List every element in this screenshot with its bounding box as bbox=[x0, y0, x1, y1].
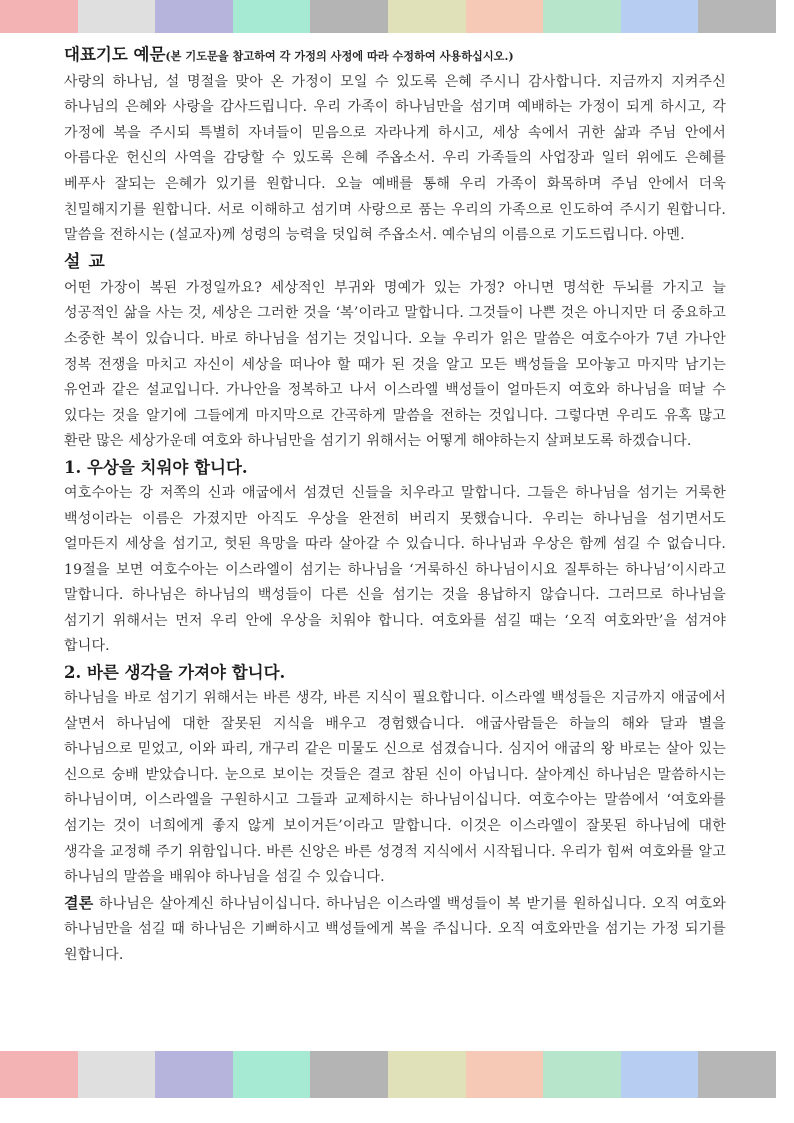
sermon-heading: 설 교 bbox=[64, 251, 106, 272]
band-segment bbox=[233, 1051, 311, 1098]
band-segment bbox=[698, 0, 776, 33]
band-segment bbox=[0, 1051, 78, 1098]
point-1-body: 여호수아는 강 저쪽의 신과 애굽에서 섬겼던 신들을 치우라고 말합니다. 그들은 하나님을 섬기는 거룩한 백성이라는 이름은 가졌지만 아직도 우상을 완전히 버리지 못했습니다. 우리는 하나님을 섬기면서도 얼마든지 세상을 섬기고, 헛된 욕망을 따라 살아갈 수 있습니다. 하나님과 우상은 함께 섬길 수 없습니다. 19절을 보면 여호수아는 이스라엘이 섬기는 하나님을 ‘거룩하신 하나님이시요 질투하는 하나님’이시라고 말합니다. 하나님은 하나님의 백성들이 다른 신을 섬기는 것을 용납하지 않습니다. 그러므로 하나님을 섬기기 위해서는 먼저 우리 안에 우상을 치워야 합니다. 여호와를 섬길 때는 ‘오직 여호와만’을 섬겨야 합니다. bbox=[64, 484, 726, 655]
band-segment bbox=[621, 0, 699, 33]
page-right-margin bbox=[776, 0, 794, 1123]
band-segment bbox=[78, 0, 156, 33]
band-segment bbox=[466, 0, 544, 33]
band-segment bbox=[388, 0, 466, 33]
band-segment bbox=[155, 0, 233, 33]
prayer-note: (본 기도문을 참고하여 각 가정의 사정에 따라 수정하여 사용하십시오.) bbox=[165, 49, 514, 63]
band-segment bbox=[233, 0, 311, 33]
band-segment bbox=[310, 1051, 388, 1098]
conclusion-paragraph bbox=[64, 891, 726, 969]
band-segment bbox=[78, 1051, 156, 1098]
point-2-title: 2. 바른 생각을 가져야 합니다. bbox=[64, 663, 286, 683]
prayer-title: 대표기도 예문 bbox=[64, 45, 166, 64]
band-segment bbox=[466, 1051, 544, 1098]
conclusion-label: 결론 bbox=[64, 893, 94, 912]
sermon-intro: 어떤 가장이 복된 가정일까요? 세상적인 부귀와 명예가 있는 가정? 아니면 명석한 두뇌를 가지고 늘 성공적인 삶을 사는 것, 세상은 그러한 것을 ‘복’이라고 말합니다. 그것들이 나쁜 것은 아니지만 더 중요하고 소중한 복이 있습니다. 바로 하나님을 섬기는 것입니다. 오늘 우리가 읽은 말씀은 여호수아가 7년 가나안 정복 전쟁을 마치고 자신이 세상을 떠나야 할 때가 된 것을 알고 모든 백성들을 모아놓고 마지막 남기는 유언과 같은 설교입니다. 가나안을 정복하고 나서 이스라엘 백성들이 얼마든지 여호와 하나님을 떠날 수 있다는 것을 알기에 그들에게 마지막으로 간곡하게 말씀을 전하는 것입니다. 그렇다면 우리도 유혹 많고 환란 많은 세상가운데 여호와 하나님만을 섬기기 위해서는 어떻게 해야하는지 살펴보도록 하겠습니다. bbox=[64, 279, 726, 450]
bottom-color-band bbox=[0, 1051, 776, 1098]
prayer-heading bbox=[64, 42, 726, 70]
band-segment bbox=[155, 1051, 233, 1098]
band-segment bbox=[543, 0, 621, 33]
band-segment bbox=[310, 0, 388, 33]
prayer-body: 사랑의 하나님, 설 명절을 맞아 온 가정이 모일 수 있도록 은혜 주시니 감사합니다. 지금까지 지켜주신 하나님의 은혜와 사랑을 감사드립니다. 우리 가족이 하나님만을 섬기며 예배하는 가정이 되게 하시고, 각 가정에 복을 주시되 특별히 자녀들이 믿음으로 자라나게 하시고, 세상 속에서 귀한 삶과 주님 안에서 아름다운 헌신의 사역을 감당할 수 있도록 은혜 주옵소서. 우리 가족들의 사업장과 일터 위에도 은혜를 베푸사 잘되는 은혜가 있기를 원합니다. 오늘 예배를 통해 우리 가족이 화목하며 주님 안에서 더욱 친밀해지기를 원합니다. 서로 이해하고 섬기며 사랑으로 품는 우리의 가족으로 인도하여 주시기 원합니다. 말씀을 전하시는 (설교자)께 성령의 능력을 덧입혀 주옵소서. 예수님의 이름으로 기도드립니다. 아멘. bbox=[64, 73, 726, 244]
point-1-title: 1. 우상을 치워야 합니다. bbox=[64, 457, 248, 477]
band-segment bbox=[698, 1051, 776, 1098]
band-segment bbox=[0, 0, 78, 33]
band-segment bbox=[543, 1051, 621, 1098]
band-segment bbox=[388, 1051, 466, 1098]
point-2-body: 하나님을 바로 섬기기 위해서는 바른 생각, 바른 지식이 필요합니다. 이스라엘 백성들은 지금까지 애굽에서 살면서 하나님에 대한 잘못된 지식을 배우고 경험했습니다. 애굽사람들은 하늘의 해와 달과 별을 하나님으로 믿었고, 이와 파리, 개구리 같은 미물도 신으로 섬겼습니다. 심지어 애굽의 왕 바로는 살아 있는 신으로 숭배 받았습니다. 눈으로 보이는 것들은 결코 참된 신이 아닙니다. 살아계신 하나님은 말씀하시는 하나님이며, 이스라엘을 구원하시고 그들과 교제하시는 하나님이십니다. 여호수아는 말씀에서 ‘여호와를 섬기는 것이 너희에게 좋지 않게 보이거든’이라고 말합니다. 이것은 이스라엘이 잘못된 하나님에 대한 생각을 교정해 주기 위함입니다. 바른 신앙은 바른 성경적 지식에서 시작됩니다. 우리가 힘써 여호와를 알고 하나님의 말씀을 배워야 하나님을 섬길 수 있습니다. bbox=[64, 690, 726, 886]
top-color-band bbox=[0, 0, 776, 33]
document-body bbox=[64, 42, 726, 969]
band-segment bbox=[621, 1051, 699, 1098]
conclusion-text: 하나님은 살아계신 하나님이십니다. 하나님은 이스라엘 백성들이 복 받기를 원하십니다. 오직 여호와 하나님만을 섬길 때 하나님은 기뻐하시고 백성들에게 복을 주십니다. 오직 여호와만을 섬기는 가정 되기를 원합니다. bbox=[64, 895, 726, 963]
